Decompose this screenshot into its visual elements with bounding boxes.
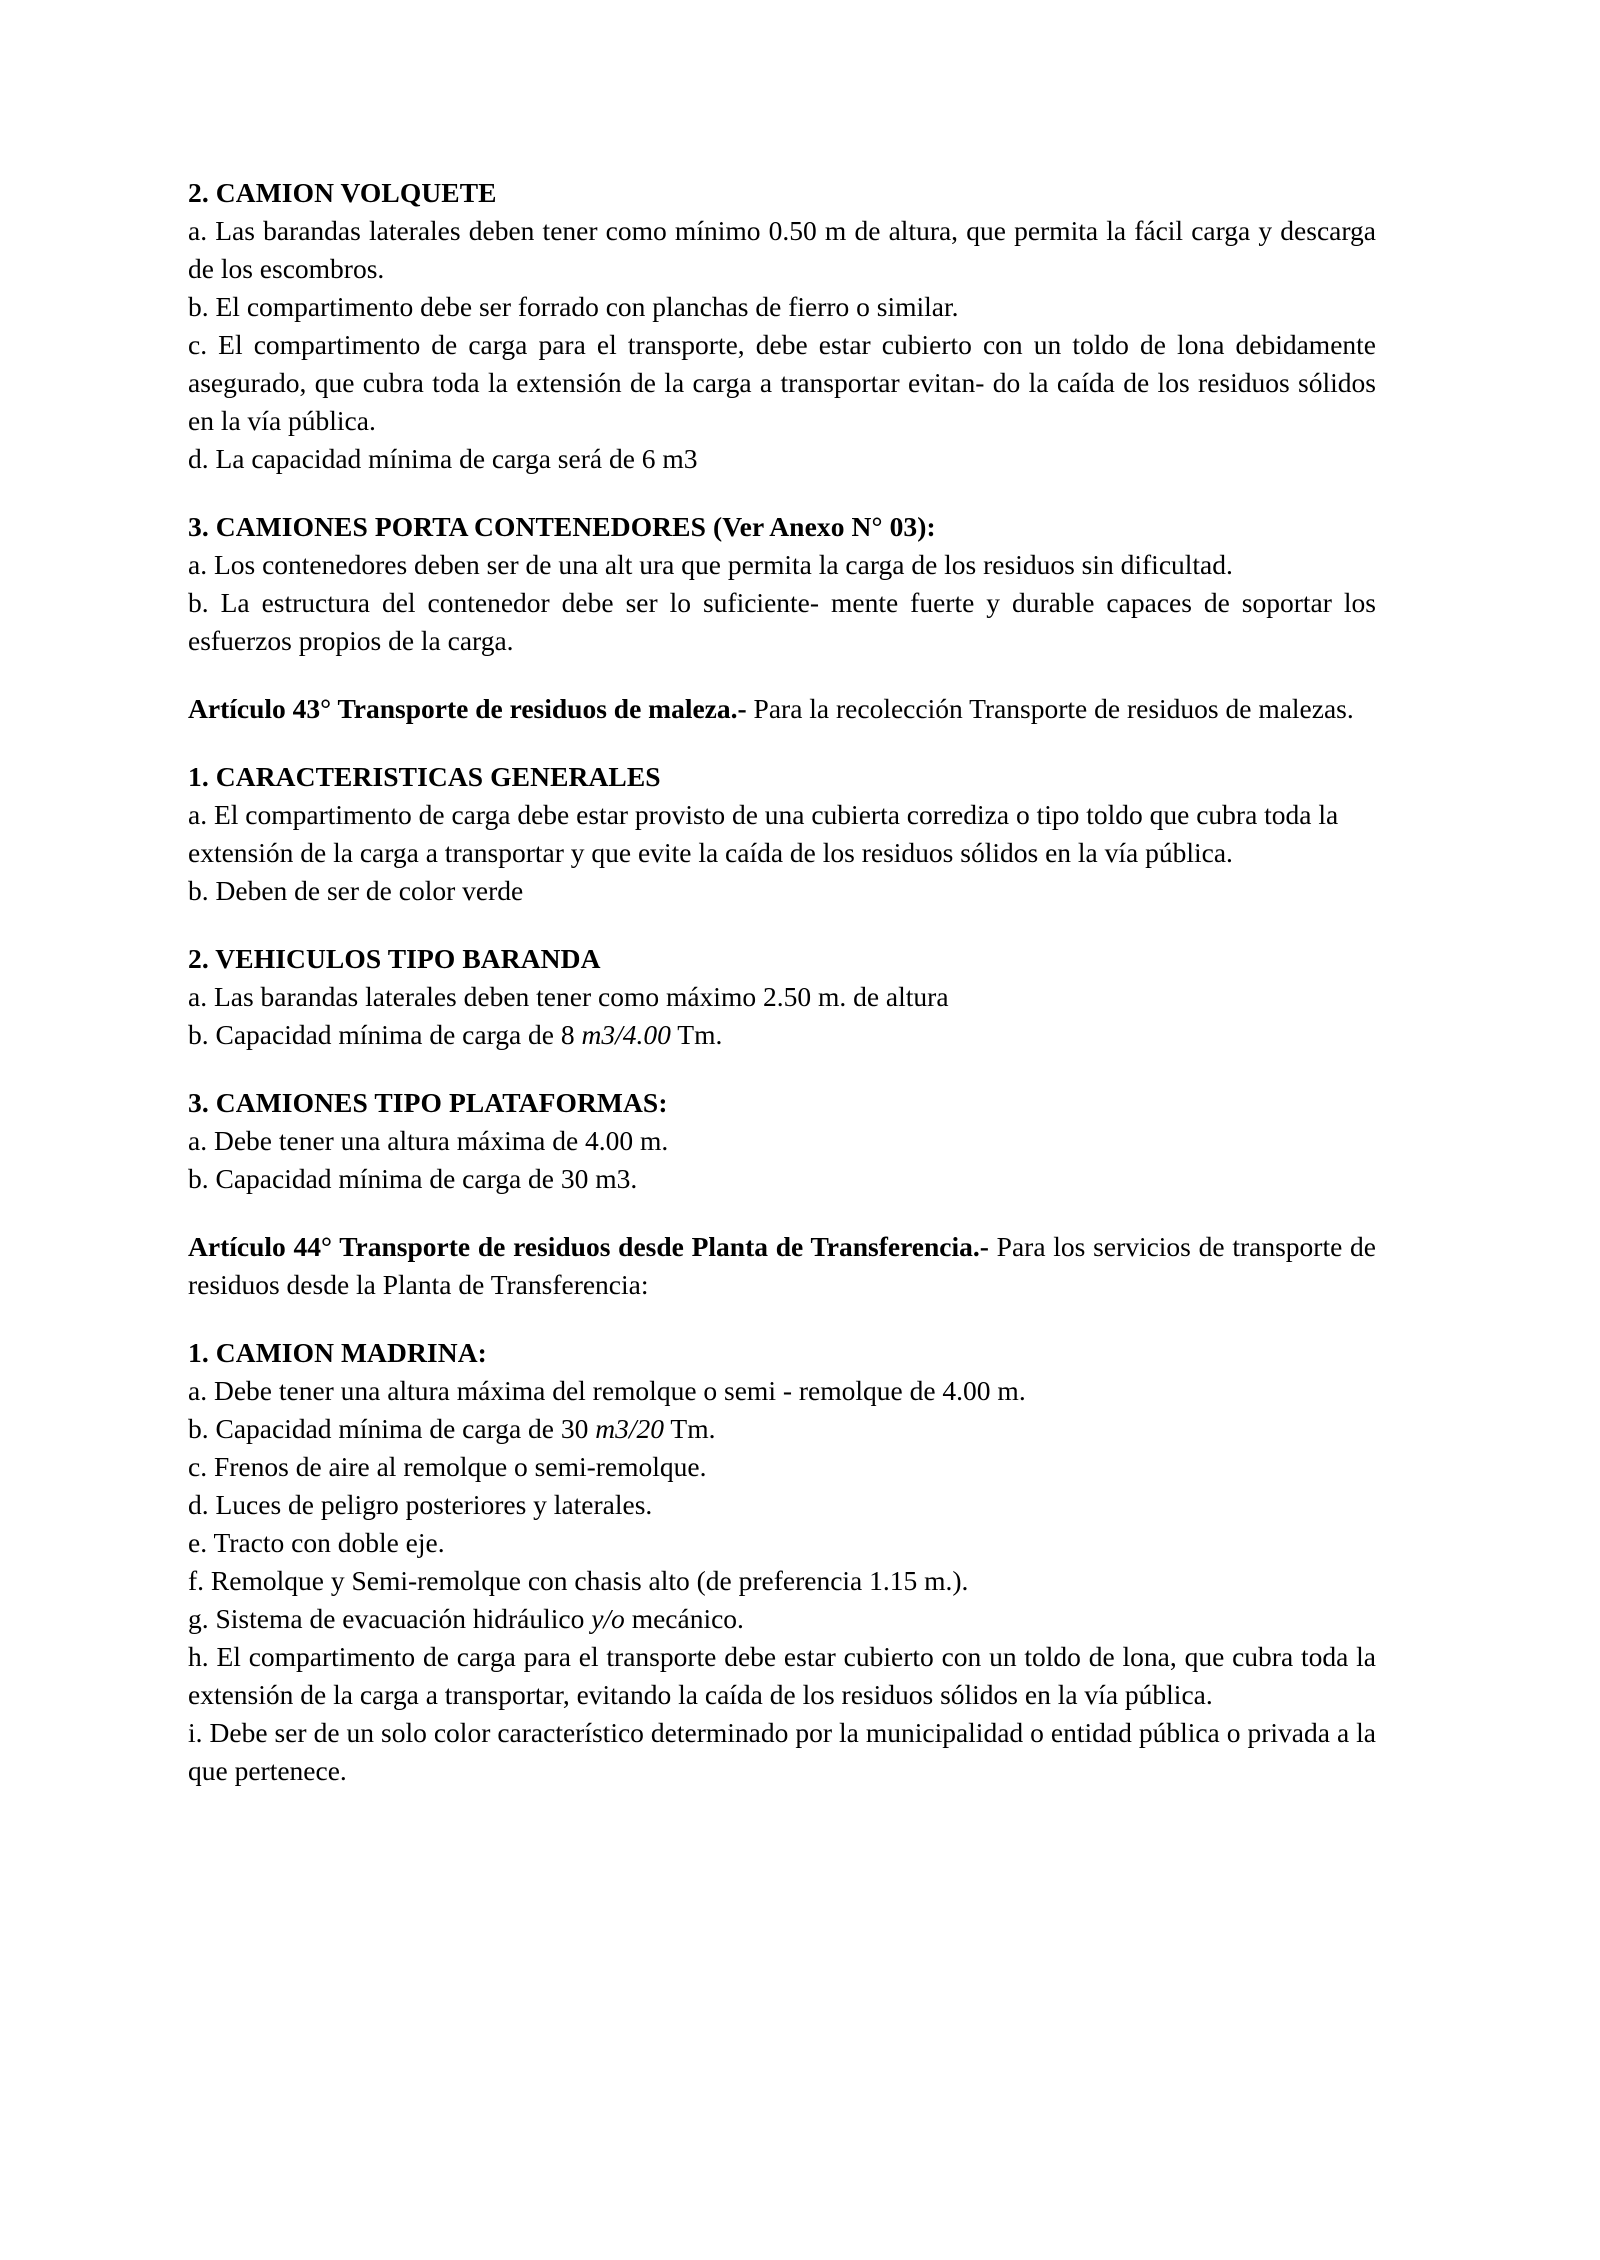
list-item-emphasis: y/o (591, 1603, 625, 1634)
list-item (188, 1410, 1376, 1448)
section-heading: 1. CAMION MADRINA: (188, 1337, 487, 1368)
list-item (188, 978, 1376, 1016)
list-item (188, 1524, 1376, 1562)
section-articulo-44 (188, 1228, 1376, 1304)
list-item-emphasis: m3/4.00 (581, 1019, 671, 1050)
section-heading: 3. CAMIONES PORTA CONTENEDORES (Ver Anexo N° 03): (188, 511, 936, 542)
document-body (188, 174, 1376, 1790)
list-item: b. El compartimento debe ser forrado con planchas de fierro o similar. (188, 291, 959, 322)
list-item-text: g. Sistema de evacuación hidráulico (188, 1603, 592, 1634)
list-item: a. Los contenedores deben ser de una alt ura que permita la carga de los residuos sin dificultad. (188, 549, 1233, 580)
list-item: b. Capacidad mínima de carga de 30 m3. (188, 1163, 638, 1194)
list-item-text: h. El compartimento de carga para el transporte debe estar cubierto con un toldo de lona, que cubra toda la extensión de la carga a transportar, evitando la caída de los residuos sólidos en la vía pública. (188, 1641, 1376, 1710)
section-camiones-porta-contenedores (188, 508, 1376, 660)
list-item: c. El compartimento de carga para el transporte, debe estar cubierto con un toldo de lona debidamente asegurado, que cubra toda la extensión de la carga a transportar evitan- do la caída de los residuos sólidos en la vía pública. (188, 329, 1376, 436)
list-item: d. La capacidad mínima de carga será de 6 m3 (188, 443, 698, 474)
section-heading: 1. CARACTERISTICAS GENERALES (188, 761, 661, 792)
list-item (188, 1562, 1376, 1600)
section-caracteristicas-generales (188, 758, 1376, 910)
list-item-text: f. Remolque y Semi-remolque con chasis alto (de preferencia 1.15 m.). (188, 1565, 969, 1596)
list-item-text: b. Capacidad mínima de carga de 8 (188, 1019, 582, 1050)
list-item-text: d. Luces de peligro posteriores y laterales. (188, 1489, 653, 1520)
list-item (188, 1600, 1376, 1638)
list-item: a. El compartimento de carga debe estar provisto de una cubierta corrediza o tipo toldo que cubra toda la extensión de la carga a transportar y que evite la caída de los residuos sólidos en la vía pública. (188, 799, 1339, 868)
article-body: Para la recolección Transporte de residuos de malezas. (746, 693, 1354, 724)
list-item-text: i. Debe ser de un solo color característico determinado por la municipalidad o entidad pública o privada a la que pertenece. (188, 1717, 1376, 1786)
section-camion-volquete (188, 174, 1376, 478)
article-body: Para los servicios de transporte de residuos desde la Planta de Transferencia: (188, 1231, 1376, 1300)
list-item (188, 1638, 1376, 1714)
list-item (188, 1372, 1376, 1410)
article-paragraph (188, 690, 1376, 728)
list-item-text: e. Tracto con doble eje. (188, 1527, 445, 1558)
section-camiones-tipo-plataformas (188, 1084, 1376, 1198)
section-vehiculos-tipo-baranda (188, 940, 1376, 1054)
list-item-text: c. Frenos de aire al remolque o semi-remolque. (188, 1451, 707, 1482)
list-item-text: a. Las barandas laterales deben tener como máximo 2.50 m. de altura (188, 981, 949, 1012)
list-item (188, 1448, 1376, 1486)
section-articulo-43 (188, 690, 1376, 728)
list-item: a. Debe tener una altura máxima de 4.00 m. (188, 1125, 669, 1156)
list-item-text: b. Capacidad mínima de carga de 30 (188, 1413, 596, 1444)
article-paragraph (188, 1228, 1376, 1304)
list-item-emphasis: m3/20 (595, 1413, 665, 1444)
list-item (188, 1016, 1376, 1054)
article-label: Artículo 44° Transporte de residuos desde Planta de Transferencia.- (188, 1231, 989, 1262)
list-item (188, 1714, 1376, 1790)
article-label: Artículo 43° Transporte de residuos de maleza.- (188, 693, 747, 724)
list-item-text-tail: Tm. (664, 1413, 716, 1444)
list-item: a. Las barandas laterales deben tener como mínimo 0.50 m de altura, que permita la fácil carga y descarga de los escombros. (188, 215, 1376, 284)
list-item: b. La estructura del contenedor debe ser lo suficiente- mente fuerte y durable capaces de soportar los esfuerzos propios de la carga. (188, 587, 1376, 656)
section-heading: 3. CAMIONES TIPO PLATAFORMAS: (188, 1087, 668, 1118)
list-item-text-tail: Tm. (670, 1019, 723, 1050)
section-heading: 2. CAMION VOLQUETE (188, 177, 497, 208)
list-item-text: a. Debe tener una altura máxima del remolque o semi - remolque de 4.00 m. (188, 1375, 1026, 1406)
list-item: b. Deben de ser de color verde (188, 875, 524, 906)
section-heading: 2. VEHICULOS TIPO BARANDA (188, 943, 601, 974)
list-item-text-tail: mecánico. (624, 1603, 744, 1634)
section-camion-madrina (188, 1334, 1376, 1790)
list-item (188, 1486, 1376, 1524)
